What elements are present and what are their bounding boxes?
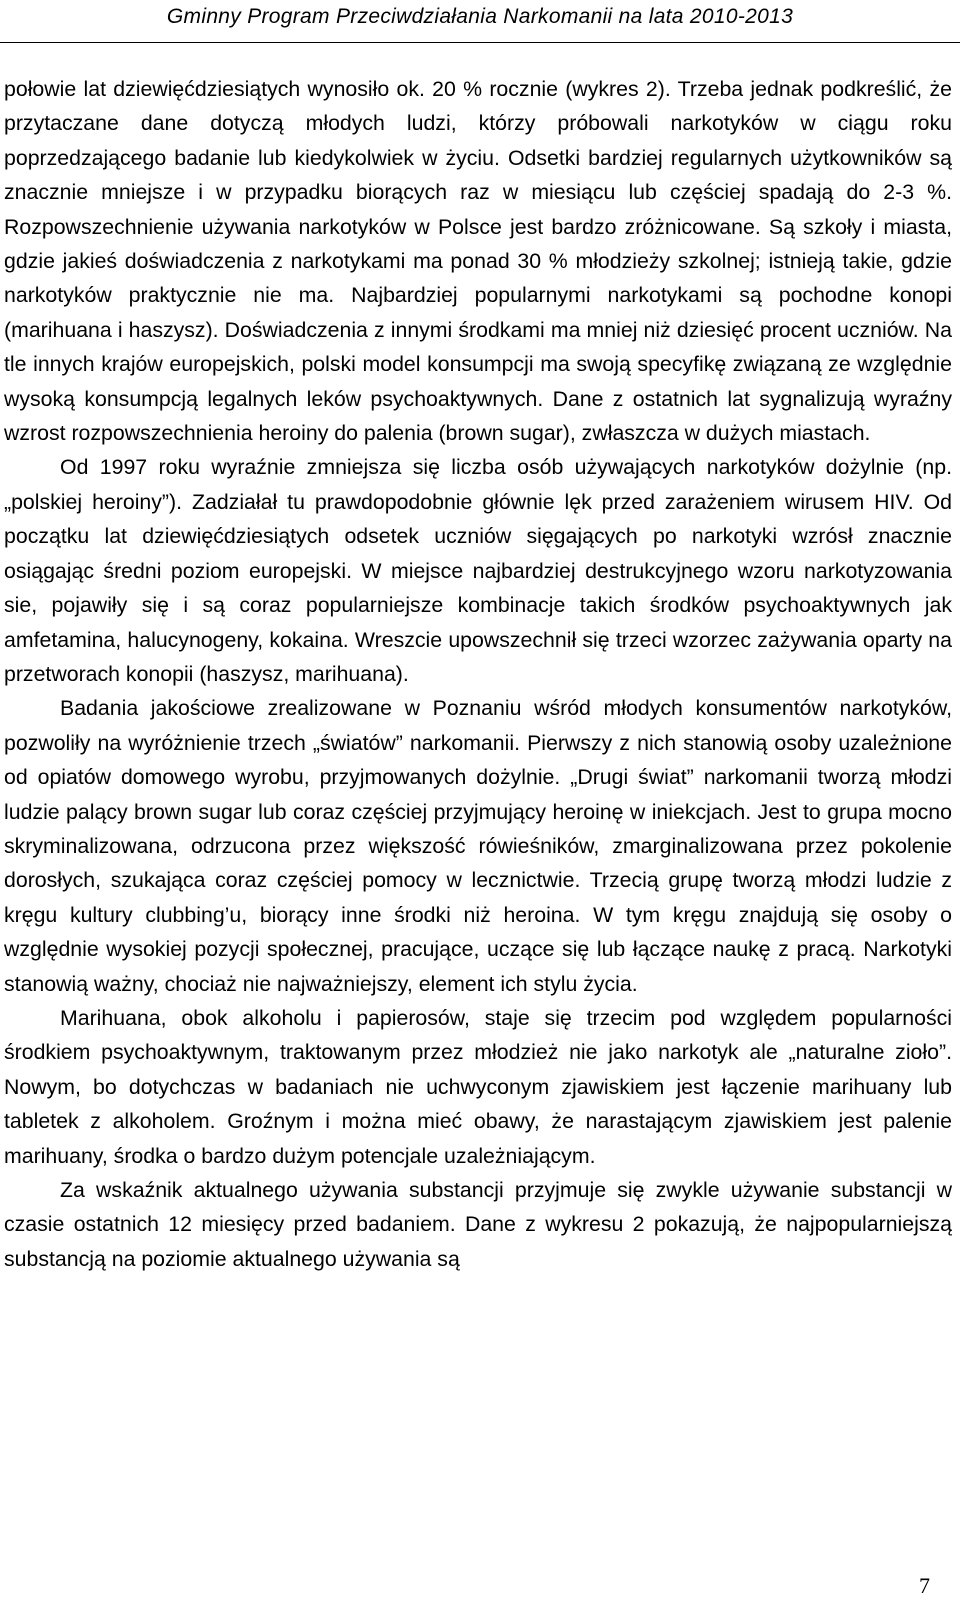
page-number: 7 — [919, 1573, 930, 1598]
paragraph-4: Marihuana, obok alkoholu i papierosów, staje się trzecim pod względem popularności środkiem psychoaktywnym, traktowanym przez młodzież nie jako narkotyk ale „naturalne zioło”. Nowym, bo dotychczas w badaniach nie uchwyconym zjawiskiem jest łączenie marihuany lub tabletek z alkoholem. Groźnym i można mieć obawy, że narastającym zjawiskiem jest palenie marihuany, środka o bardzo dużym potencjale uzależniającym. — [4, 1005, 952, 1168]
document-body — [4, 72, 952, 1276]
document-title: Gminny Program Przeciwdziałania Narkomanii na lata 2010-2013 — [166, 5, 794, 28]
paragraph-5: Za wskaźnik aktualnego używania substancji przyjmuje się zwykle używanie substancji w czasie ostatnich 12 miesięcy przed badaniem. Dane z wykresu 2 pokazują, że najpopularniejszą substancją na poziomie aktualnego używania są — [4, 1178, 952, 1271]
header-divider — [0, 42, 960, 43]
paragraph-3: Badania jakościowe zrealizowane w Poznaniu wśród młodych konsumentów narkotyków, pozwoliły na wyróżnienie trzech „światów” narkomanii. Pierwszy z nich stanowią osoby uzależnione od opiatów domowego wyrobu, przyjmowanych dożylnie. „Drugi świat” narkomanii tworzą młodzi ludzie palący brown sugar lub coraz częściej przyjmujący heroinę w iniekcjach. Jest to grupa mocno skryminalizowana, odrzucona przez większość rówieśników, zmarginalizowana przez pokolenie dorosłych, szukająca coraz częściej pomocy w lecznictwie. Trzecią grupę tworzą młodzi ludzie z kręgu kultury clubbing’u, biorący inne środki niż heroina. W tym kręgu znajdują się osoby o względnie wysokiej pozycji społecznej, pracujące, uczące się lub łączące naukę z pracą. Narkotyki stanowią ważny, chociaż nie najważniejszy, element ich stylu życia. — [4, 696, 952, 996]
paragraph-1: połowie lat dziewięćdziesiątych wynosiło ok. 20 % rocznie (wykres 2). Trzeba jednak podkreślić, że przytaczane dane dotyczą młodych ludzi, którzy próbowali narkotyków w ciągu roku poprzedzającego badanie lub kiedykolwiek w życiu. Odsetki bardziej regularnych użytkowników są znacznie mniejsze i w przypadku biorących raz w miesiącu lub częściej spadają do 2-3 %. Rozpowszechnienie używania narkotyków w Polsce jest bardzo zróżnicowane. Są szkoły i miasta, gdzie jakieś doświadczenia z narkotykami ma ponad 30 % młodzieży szkolnej; istnieją takie, gdzie narkotyków praktycznie nie ma. Najbardziej popularnymi narkotykami są pochodne konopi (marihuana i haszysz). Doświadczenia z innymi środkami ma mniej niż dziesięć procent uczniów. Na tle innych krajów europejskich, polski model konsumpcji ma swoją specyfikę związaną ze względnie wysoką konsumpcją legalnych leków psychoaktywnych. Dane z ostatnich lat sygnalizują wyraźny wzrost rozpowszechnienia heroiny do palenia (brown sugar), zwłaszcza w dużych miastach. — [4, 77, 952, 446]
paragraph-2: Od 1997 roku wyraźnie zmniejsza się liczba osób używających narkotyków dożylnie (np. „polskiej heroiny”). Zadziałał tu prawdopodobnie głównie lęk przed zarażeniem wirusem HIV. Od początku lat dziewięćdziesiątych odsetek uczniów sięgających po narkotyki wzrósł znacznie osiągając średni poziom europejski. W miejsce najbardziej destrukcyjnego wzoru narkotyzowania sie, pojawiły się i są coraz popularniejsze kombinacje takich środków psychoaktywnych jak amfetamina, halucynogeny, kokaina. Wreszcie upowszechnił się trzeci wzorzec zażywania oparty na przetworach konopii (haszysz, marihuana). — [4, 455, 952, 686]
page-header — [0, 0, 960, 46]
